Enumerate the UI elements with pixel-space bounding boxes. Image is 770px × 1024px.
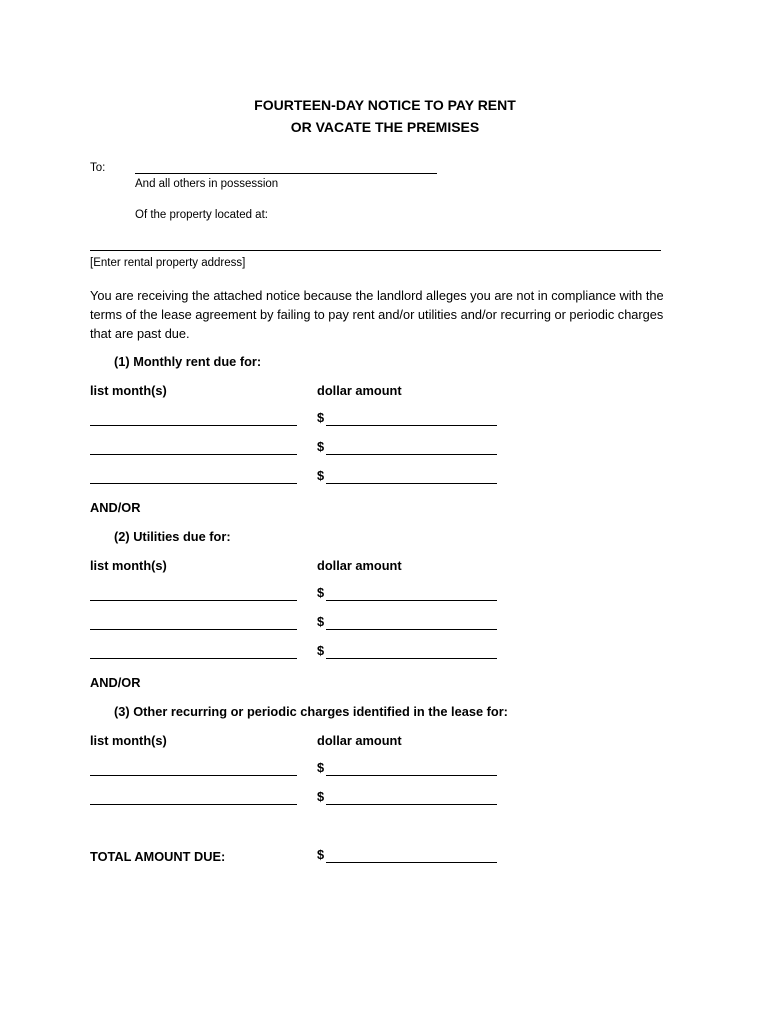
recipient-name-field[interactable] [135,173,437,174]
section-3-heading: (3) Other recurring or periodic charges identified in the lease for: [114,704,508,719]
title-line-2: OR VACATE THE PREMISES [290,119,480,135]
month-field[interactable] [90,775,297,776]
total-amount-field[interactable] [326,862,497,863]
title-line-1: FOURTEEN-DAY NOTICE TO PAY RENT [254,97,516,113]
property-located-label: Of the property located at: [135,209,268,221]
dollar-sign: $ [317,410,325,425]
dollar-sign: $ [317,760,325,775]
amount-field[interactable] [326,425,497,426]
dollar-sign: $ [317,585,325,600]
dollar-sign: $ [317,789,325,804]
section-1-heading: (1) Monthly rent due for: [114,354,262,369]
section-1-amount-header: dollar amount [317,383,402,398]
and-or-connector: AND/OR [90,500,141,515]
amount-field[interactable] [326,600,497,601]
month-field[interactable] [90,804,297,805]
section-3-month-header: list month(s) [90,733,167,748]
amount-field[interactable] [326,629,497,630]
month-field[interactable] [90,425,297,426]
to-label: To: [90,162,106,174]
amount-field[interactable] [326,804,497,805]
month-field[interactable] [90,600,297,601]
month-field[interactable] [90,658,297,659]
section-2-heading: (2) Utilities due for: [114,529,231,544]
dollar-sign: $ [317,439,325,454]
amount-field[interactable] [326,658,497,659]
and-or-connector: AND/OR [90,675,141,690]
dollar-sign: $ [317,847,325,862]
total-amount-label: TOTAL AMOUNT DUE: [90,849,226,864]
month-field[interactable] [90,629,297,630]
dollar-sign: $ [317,468,325,483]
section-3-amount-header: dollar amount [317,733,402,748]
dollar-sign: $ [317,614,325,629]
amount-field[interactable] [326,775,497,776]
section-2-amount-header: dollar amount [317,558,402,573]
intro-paragraph: You are receiving the attached notice because the landlord alleges you are not in compliance with the terms of the lease agreement by failing to pay rent and/or utilities and/or recurring or periodic charges that are past due. [90,288,664,341]
section-1-month-header: list month(s) [90,383,167,398]
month-field[interactable] [90,483,297,484]
address-placeholder: [Enter rental property address] [90,257,246,269]
amount-field[interactable] [326,454,497,455]
amount-field[interactable] [326,483,497,484]
property-address-field[interactable] [90,250,661,251]
section-2-month-header: list month(s) [90,558,167,573]
others-in-possession-label: And all others in possession [135,178,279,190]
dollar-sign: $ [317,643,325,658]
month-field[interactable] [90,454,297,455]
